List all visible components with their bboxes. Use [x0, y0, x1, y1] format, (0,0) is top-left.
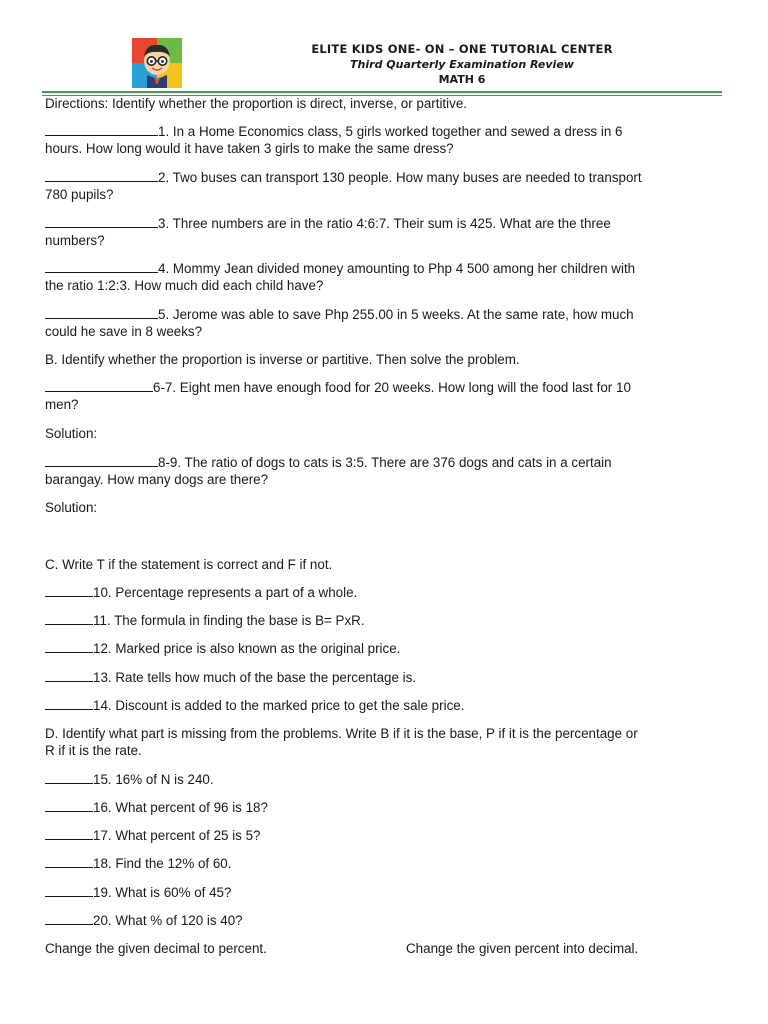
question-13-text: 13. Rate tells how much of the base the percentage is.	[93, 670, 417, 685]
worksheet-header	[132, 38, 732, 88]
answer-blank[interactable]	[45, 913, 93, 925]
question-18-text: 18. Find the 12% of 60.	[93, 856, 232, 871]
header-text-block	[192, 41, 732, 87]
change-instructions-row	[45, 940, 725, 957]
question-2-line2: 780 pupils?	[45, 187, 114, 202]
question-11	[45, 612, 725, 629]
subject-title: MATH 6	[438, 73, 486, 86]
answer-blank[interactable]	[45, 828, 93, 840]
tutorial-center-logo-icon	[132, 38, 182, 88]
question-16	[45, 799, 725, 816]
question-13	[45, 669, 725, 686]
directions-text: Directions: Identify whether the proportion is direct, inverse, or partitive.	[45, 96, 467, 111]
change-decimal-instruction: Change the given decimal to percent.	[45, 941, 267, 956]
question-10	[45, 584, 725, 601]
question-17-text: 17. What percent of 25 is 5?	[93, 828, 261, 843]
solution-label-2: Solution:	[45, 500, 98, 515]
question-15	[45, 771, 725, 788]
center-name: ELITE KIDS ONE- ON – ONE TUTORIAL CENTER	[311, 42, 613, 56]
answer-blank[interactable]	[45, 698, 93, 710]
section-b-heading: B. Identify whether the proportion is inverse or partitive. Then solve the problem.	[45, 352, 520, 367]
question-5	[45, 306, 725, 323]
question-14-text: 14. Discount is added to the marked price to get the sale price.	[93, 698, 465, 713]
question-19	[45, 884, 725, 901]
change-percent-instruction: Change the given percent into decimal.	[406, 941, 639, 956]
question-4-line2: the ratio 1:2:3. How much did each child have?	[45, 278, 324, 293]
question-8-9	[45, 454, 725, 471]
answer-blank[interactable]	[45, 307, 158, 319]
answer-blank[interactable]	[45, 670, 93, 682]
question-6-7	[45, 379, 725, 396]
question-19-text: 19. What is 60% of 45?	[93, 885, 232, 900]
question-15-text: 15. 16% of N is 240.	[93, 772, 214, 787]
question-3-line1: 3. Three numbers are in the ratio 4:6:7. Their sum is 425. What are the three	[158, 216, 611, 231]
question-20	[45, 912, 725, 929]
question-4	[45, 260, 725, 277]
answer-blank[interactable]	[45, 856, 93, 868]
answer-blank[interactable]	[45, 216, 158, 228]
answer-blank[interactable]	[45, 585, 93, 597]
question-2-line1: 2. Two buses can transport 130 people. How many buses are needed to transport	[158, 170, 642, 185]
question-12	[45, 640, 725, 657]
question-1-line1: 1. In a Home Economics class, 5 girls worked together and sewed a dress in 6	[158, 124, 623, 139]
answer-blank[interactable]	[45, 124, 158, 136]
question-10-text: 10. Percentage represents a part of a whole.	[93, 585, 358, 600]
question-14	[45, 697, 725, 714]
header-divider-thick	[42, 91, 722, 93]
question-11-text: 11. The formula in finding the base is B= PxR.	[93, 613, 365, 628]
section-c-heading: C. Write T if the statement is correct and F if not.	[45, 557, 333, 572]
answer-blank[interactable]	[45, 641, 93, 653]
section-d-heading-line1: D. Identify what part is missing from the problems. Write B if it is the base, P if it is the percentage or	[45, 726, 638, 741]
question-16-text: 16. What percent of 96 is 18?	[93, 800, 268, 815]
answer-blank[interactable]	[45, 380, 153, 392]
question-20-text: 20. What % of 120 is 40?	[93, 913, 243, 928]
question-5-line2: could he save in 8 weeks?	[45, 324, 203, 339]
answer-blank[interactable]	[45, 772, 93, 784]
question-5-line1: 5. Jerome was able to save Php 255.00 in 5 weeks. At the same rate, how much	[158, 307, 634, 322]
question-1	[45, 123, 725, 140]
answer-blank[interactable]	[45, 885, 93, 897]
question-17	[45, 827, 725, 844]
answer-blank[interactable]	[45, 261, 158, 273]
question-2	[45, 169, 725, 186]
question-6-7-line1: 6-7. Eight men have enough food for 20 weeks. How long will the food last for 10	[153, 380, 631, 395]
exam-title: Third Quarterly Examination Review	[350, 58, 574, 71]
question-3-line2: numbers?	[45, 233, 105, 248]
question-3	[45, 215, 725, 232]
answer-blank[interactable]	[45, 170, 158, 182]
question-18	[45, 855, 725, 872]
question-4-line1: 4. Mommy Jean divided money amounting to Php 4 500 among her children with	[158, 261, 636, 276]
question-8-9-line1: 8-9. The ratio of dogs to cats is 3:5. There are 376 dogs and cats in a certain	[158, 455, 612, 470]
section-d-heading-line2: R if it is the rate.	[45, 743, 142, 758]
answer-blank[interactable]	[45, 455, 158, 467]
answer-blank[interactable]	[45, 800, 93, 812]
question-8-9-line2: barangay. How many dogs are there?	[45, 472, 269, 487]
answer-blank[interactable]	[45, 613, 93, 625]
solution-label-1: Solution:	[45, 426, 98, 441]
question-1-line2: hours. How long would it have taken 3 girls to make the same dress?	[45, 141, 454, 156]
question-12-text: 12. Marked price is also known as the original price.	[93, 641, 401, 656]
question-6-7-line2: men?	[45, 397, 79, 412]
